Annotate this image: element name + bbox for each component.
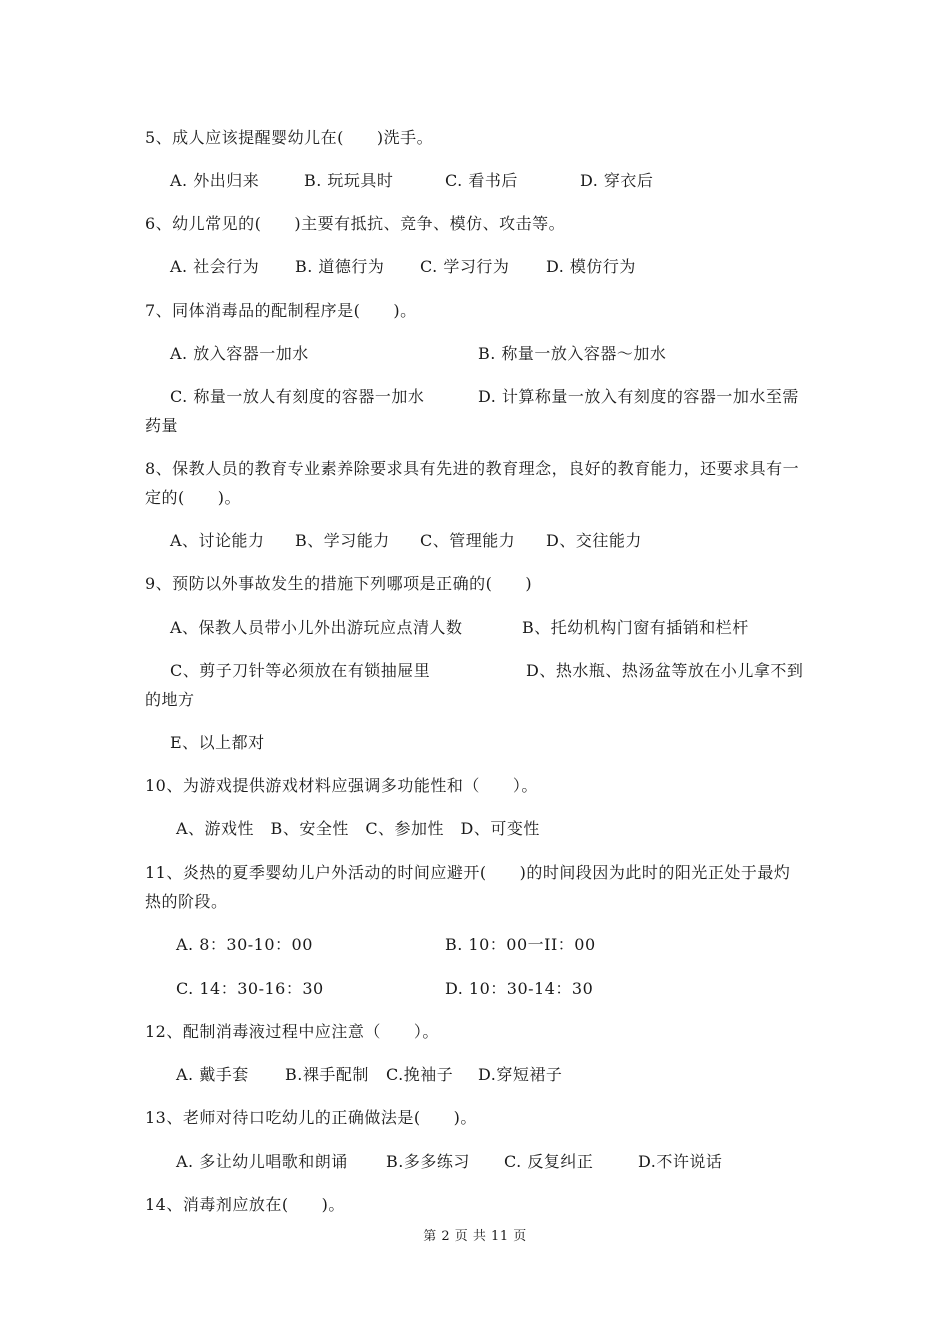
question-6-option-d: D. 模仿行为 xyxy=(546,257,636,276)
question-8-option-b: B、学习能力 xyxy=(295,531,390,550)
question-11-option-a: A. 8：30-10：00 xyxy=(176,935,313,954)
question-8-option-d: D、交往能力 xyxy=(546,531,642,550)
question-7-option-d: D. 计算称量一放入有刻度的容器一加水至需 xyxy=(478,387,799,406)
question-9-option-e: E、以上都对 xyxy=(170,733,265,752)
question-6-option-a: A. 社会行为 xyxy=(170,257,260,276)
question-11-option-c: C. 14：30-16：30 xyxy=(176,979,324,998)
question-9-continuation: 的地方 xyxy=(145,690,195,709)
question-8-option-c: C、管理能力 xyxy=(420,531,516,550)
question-7-stem: 7、同体消毒品的配制程序是( )。 xyxy=(145,301,417,320)
question-11-stem-line2: 热的阶段。 xyxy=(145,892,228,911)
question-8-stem-line2: 定的( )。 xyxy=(145,488,241,507)
question-7-option-b: B. 称量一放入容器～加水 xyxy=(478,344,667,363)
question-12-option-d: D.穿短裙子 xyxy=(478,1065,563,1084)
question-6-option-b: B. 道德行为 xyxy=(295,257,385,276)
page-number-footer: 第 2 页 共 11 页 xyxy=(423,1229,527,1244)
question-12-option-c: C.挽袖子 xyxy=(386,1065,454,1084)
question-11-option-d: D. 10：30-14：30 xyxy=(445,979,594,998)
question-10-stem: 10、为游戏提供游戏材料应强调多功能性和（ ）。 xyxy=(145,776,538,795)
question-14-stem: 14、消毒剂应放在( )。 xyxy=(145,1195,345,1214)
question-9-option-b: B、托幼机构门窗有插销和栏杆 xyxy=(522,618,749,637)
question-13-option-b: B.多多练习 xyxy=(386,1152,470,1171)
question-5-option-c: C. 看书后 xyxy=(445,171,518,190)
question-7-option-c: C. 称量一放人有刻度的容器一加水 xyxy=(170,387,425,406)
question-5-option-d: D. 穿衣后 xyxy=(580,171,654,190)
question-13-stem: 13、老师对待口吃幼儿的正确做法是( )。 xyxy=(145,1108,477,1127)
question-10-options: A、游戏性 B、安全性 C、参加性 D、可变性 xyxy=(176,819,540,838)
question-7-continuation: 药量 xyxy=(145,416,179,435)
question-6-option-c: C. 学习行为 xyxy=(420,257,510,276)
question-8-stem-line1: 8、保教人员的教育专业素养除要求具有先进的教育理念，良好的教育能力，还要求具有一 xyxy=(145,459,800,478)
question-5-option-b: B. 玩玩具时 xyxy=(304,171,394,190)
question-13-option-a: A. 多让幼儿唱歌和朗诵 xyxy=(176,1152,348,1171)
question-9-option-a: A、保教人员带小儿外出游玩应点清人数 xyxy=(170,618,463,637)
question-8-option-a: A、讨论能力 xyxy=(170,531,265,550)
question-12-option-b: B.裸手配制 xyxy=(285,1065,369,1084)
question-9-stem: 9、预防以外事故发生的措施下列哪项是正确的( ) xyxy=(145,574,533,593)
question-9-option-d: D、热水瓶、热汤盆等放在小儿拿不到 xyxy=(526,661,804,680)
question-11-stem-line1: 11、炎热的夏季婴幼儿户外活动的时间应避开( )的时间段因为此时的阳光正处于最灼 xyxy=(145,863,791,882)
question-12-stem: 12、配制消毒液过程中应注意（ ）。 xyxy=(145,1022,439,1041)
question-13-option-d: D.不许说话 xyxy=(638,1152,723,1171)
question-12-option-a: A. 戴手套 xyxy=(176,1065,249,1084)
question-5-option-a: A. 外出归来 xyxy=(170,171,260,190)
question-9-option-c: C、剪子刀针等必须放在有锁抽屉里 xyxy=(170,661,431,680)
question-11-option-b: B. 10：00一II：00 xyxy=(445,935,596,954)
question-13-option-c: C. 反复纠正 xyxy=(504,1152,594,1171)
question-5-stem: 5、成人应该提醒婴幼儿在( )洗手。 xyxy=(145,128,434,147)
question-6-stem: 6、幼儿常见的( )主要有抵抗、竞争、模仿、攻击等。 xyxy=(145,214,566,233)
question-7-option-a: A. 放入容器一加水 xyxy=(170,344,309,363)
